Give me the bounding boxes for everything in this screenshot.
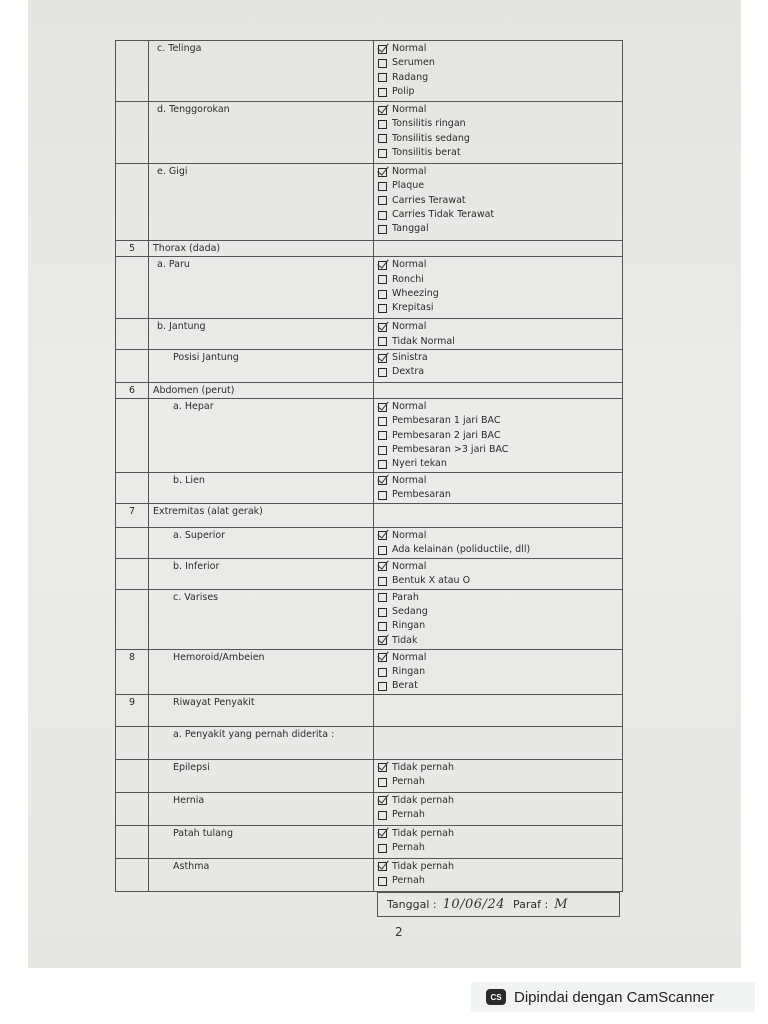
option-item [378,665,622,679]
option-item [378,273,622,287]
handwritten-paraf: M [554,897,568,912]
option-item [378,287,622,301]
form-row-hemoroid [116,649,623,694]
item-label: Asthma [173,860,210,872]
checkbox-icon[interactable] [378,577,387,586]
form-row-extremitas [116,503,623,527]
section-label: Extremitas (alat gerak) [149,503,374,527]
option-item [378,132,622,146]
option-label: Sedang [392,605,428,617]
checked-checkbox-icon[interactable] [378,476,387,485]
option-item [378,335,622,349]
option-label: Tanggal [392,223,429,235]
checked-checkbox-icon[interactable] [378,354,387,363]
checked-checkbox-icon[interactable] [378,168,387,177]
checkbox-icon[interactable] [378,337,387,346]
option-item [378,808,622,822]
option-item [378,208,622,222]
option-label: Polip [392,85,415,97]
option-label: Normal [392,529,427,541]
option-item [378,165,622,179]
checkbox-icon[interactable] [378,211,387,220]
option-label: Normal [392,166,427,177]
item-label: b. Jantung [157,321,206,333]
checked-checkbox-icon[interactable] [378,862,387,871]
form-row-epilepsi [116,759,623,792]
item-label: d. Tenggorokan [157,104,230,115]
date-label: Tanggal : [387,898,437,911]
options-cell [374,164,623,241]
checkbox-icon[interactable] [378,877,387,886]
option-label: Pembesaran 1 jari BAC [392,415,501,427]
item-label: Hernia [173,794,205,806]
checkbox-icon[interactable] [378,593,387,602]
option-label: Radang [392,71,429,83]
option-label: Tonsilitis sedang [392,132,470,144]
checkbox-icon[interactable] [378,460,387,469]
option-label: Tidak Normal [392,335,455,347]
checkbox-icon[interactable] [378,417,387,426]
option-item [378,775,622,789]
form-row-thorax [116,241,623,257]
option-label: Normal [392,104,427,115]
checkbox-icon[interactable] [378,608,387,617]
option-item [378,365,622,379]
option-label: Dextra [392,366,425,378]
option-item [378,841,622,855]
options-cell [374,589,623,649]
option-label: Pembesaran >3 jari BAC [392,444,509,456]
item-label: a. Paru [157,259,190,271]
option-item [378,414,622,428]
option-item [378,222,622,236]
form-row-asthma [116,858,623,891]
checked-checkbox-icon[interactable] [378,829,387,838]
options-cell [374,527,623,558]
option-item [378,301,622,315]
form-row-varises [116,589,623,649]
item-label: c. Telinga [157,43,202,54]
form-row-superior [116,527,623,558]
checked-checkbox-icon[interactable] [378,261,387,270]
option-label: Ringan [392,665,426,677]
option-item [378,605,622,619]
option-label: Pembesaran [392,488,451,500]
option-item [378,761,622,775]
option-label: Pernah [392,775,425,787]
form-row-riwayat [116,694,623,726]
options-cell [374,558,623,589]
checkbox-icon[interactable] [378,120,387,129]
option-item [378,258,622,272]
option-label: Sinistra [392,351,428,363]
option-item [378,560,622,574]
checked-checkbox-icon[interactable] [378,636,387,645]
checkbox-icon[interactable] [378,59,387,68]
form-row-abdomen [116,382,623,398]
option-label: Carries Terawat [392,194,466,206]
option-item [378,591,622,605]
item-label: Hemoroid/Ambeien [173,651,265,663]
option-item [378,457,622,471]
section-label: Riwayat Penyakit [173,696,255,708]
form-row-pernah-diderita [116,726,623,759]
option-label: Pernah [392,874,425,886]
option-label: Plaque [392,180,425,192]
option-label: Tidak [392,634,418,646]
form-row-hernia [116,792,623,825]
item-label: a. Penyakit yang pernah diderita : [173,728,335,740]
option-item [378,42,622,56]
options-cell [374,792,623,825]
item-label: Epilepsi [173,761,210,773]
item-label: b. Inferior [173,560,220,572]
checkbox-icon[interactable] [378,88,387,97]
section-label: Thorax (dada) [149,241,374,257]
checked-checkbox-icon[interactable] [378,323,387,332]
checked-checkbox-icon[interactable] [378,562,387,571]
option-item [378,634,622,648]
form-row-hepar [116,399,623,472]
option-label: Carries Tidak Terawat [392,208,495,220]
option-label: Tidak pernah [392,794,455,806]
page-number: 2 [395,925,403,939]
row-number-cell [116,41,149,102]
option-label: Tonsilitis berat [392,146,461,158]
options-cell [374,858,623,891]
checkbox-icon[interactable] [378,546,387,555]
option-item [378,874,622,888]
row-number: 8 [116,649,149,694]
option-label: Normal [392,560,427,572]
option-label: Normal [392,474,427,486]
row-number: 6 [116,382,149,398]
checkbox-icon[interactable] [378,668,387,677]
item-label: a. Superior [173,529,226,541]
checked-checkbox-icon[interactable] [378,763,387,772]
option-label: Normal [392,43,427,54]
option-item [378,619,622,633]
form-row-tenggorokan [116,102,623,164]
option-item [378,179,622,193]
checkbox-icon[interactable] [378,290,387,299]
options-cell [374,399,623,472]
item-label: Patah tulang [173,827,233,839]
checkbox-icon[interactable] [378,368,387,377]
checkbox-icon[interactable] [378,431,387,440]
section-label: Abdomen (perut) [149,382,374,398]
checkbox-icon[interactable] [378,73,387,82]
row-number: 9 [116,694,149,726]
checked-checkbox-icon[interactable] [378,106,387,115]
camscanner-logo-icon: CS [486,989,506,1005]
option-item [378,56,622,70]
form-row-patah-tulang [116,825,623,858]
option-item [378,443,622,457]
item-label: e. Gigi [157,166,188,177]
checkbox-icon[interactable] [378,196,387,205]
checkbox-icon[interactable] [378,304,387,313]
options-cell [374,41,623,102]
paraf-label: Paraf : [512,898,549,911]
option-item [378,71,622,85]
checkbox-icon[interactable] [378,811,387,820]
item-label: a. Hepar [173,401,214,413]
option-label: Ronchi [392,273,424,285]
checkbox-icon[interactable] [378,149,387,158]
option-item [378,827,622,841]
option-item [378,529,622,543]
option-item [378,679,622,693]
checkbox-icon[interactable] [378,182,387,191]
options-cell [374,472,623,503]
checkbox-icon[interactable] [378,275,387,284]
option-item [378,146,622,160]
option-item [378,85,622,99]
checked-checkbox-icon[interactable] [378,403,387,412]
option-label: Ringan [392,620,426,632]
checkbox-icon[interactable] [378,225,387,234]
option-item [378,400,622,414]
checkbox-icon[interactable] [378,491,387,500]
option-label: Krepitasi [392,302,434,314]
option-label: Tonsilitis ringan [392,118,466,130]
options-cell [374,319,623,350]
option-label: Normal [392,401,427,413]
checked-checkbox-icon[interactable] [378,45,387,54]
option-label: Tidak pernah [392,860,455,872]
checkbox-icon[interactable] [378,134,387,143]
option-item [378,860,622,874]
option-label: Pernah [392,841,425,853]
item-label: c. Varises [173,591,219,603]
option-label: Pembesaran 2 jari BAC [392,429,501,441]
form-row-jantung [116,319,623,350]
checked-checkbox-icon[interactable] [378,531,387,540]
watermark-text: Dipindai dengan CamScanner [514,988,715,1006]
row-number: 7 [116,503,149,527]
date-signature-box [377,892,620,917]
checked-checkbox-icon[interactable] [378,796,387,805]
option-label: Ada kelainan (poliductile, dll) [392,543,531,555]
option-label: Nyeri tekan [392,458,447,470]
option-label: Normal [392,651,427,663]
row-number: 5 [116,241,149,257]
option-item [378,651,622,665]
option-item [378,320,622,334]
option-item [378,488,622,502]
checkbox-icon[interactable] [378,622,387,631]
form-row-lien [116,472,623,503]
options-cell [374,825,623,858]
option-label: Normal [392,259,427,271]
option-label: Wheezing [392,287,439,299]
option-item [378,574,622,588]
form-row-gigi [116,164,623,241]
options-cell [374,257,623,319]
form-row-paru [116,257,623,319]
medical-exam-form-table [115,40,623,892]
options-cell [374,349,623,382]
checkbox-icon[interactable] [378,844,387,853]
form-row-telinga [116,41,623,102]
checked-checkbox-icon[interactable] [378,653,387,662]
option-item [378,103,622,117]
handwritten-date: 10/06/24 [442,897,505,912]
option-label: Bentuk X atau O [392,574,471,586]
item-label: b. Lien [173,474,205,486]
options-cell [374,759,623,792]
option-item [378,543,622,557]
option-label: Tidak pernah [392,827,455,839]
option-label: Tidak pernah [392,761,455,773]
option-label: Berat [392,680,418,692]
option-item [378,429,622,443]
option-item [378,794,622,808]
option-label: Serumen [392,57,435,69]
option-item [378,117,622,131]
option-item [378,474,622,488]
option-label: Pernah [392,808,425,820]
form-row-posisi-jantung [116,349,623,382]
form-row-inferior [116,558,623,589]
checkbox-icon[interactable] [378,682,387,691]
options-cell [374,649,623,694]
checkbox-icon[interactable] [378,778,387,787]
checkbox-icon[interactable] [378,446,387,455]
option-item [378,194,622,208]
options-cell [374,102,623,164]
camscanner-watermark [471,982,755,1012]
option-label: Parah [392,591,419,603]
option-label: Normal [392,321,427,333]
item-label: Posisi Jantung [173,351,239,363]
option-item [378,351,622,365]
